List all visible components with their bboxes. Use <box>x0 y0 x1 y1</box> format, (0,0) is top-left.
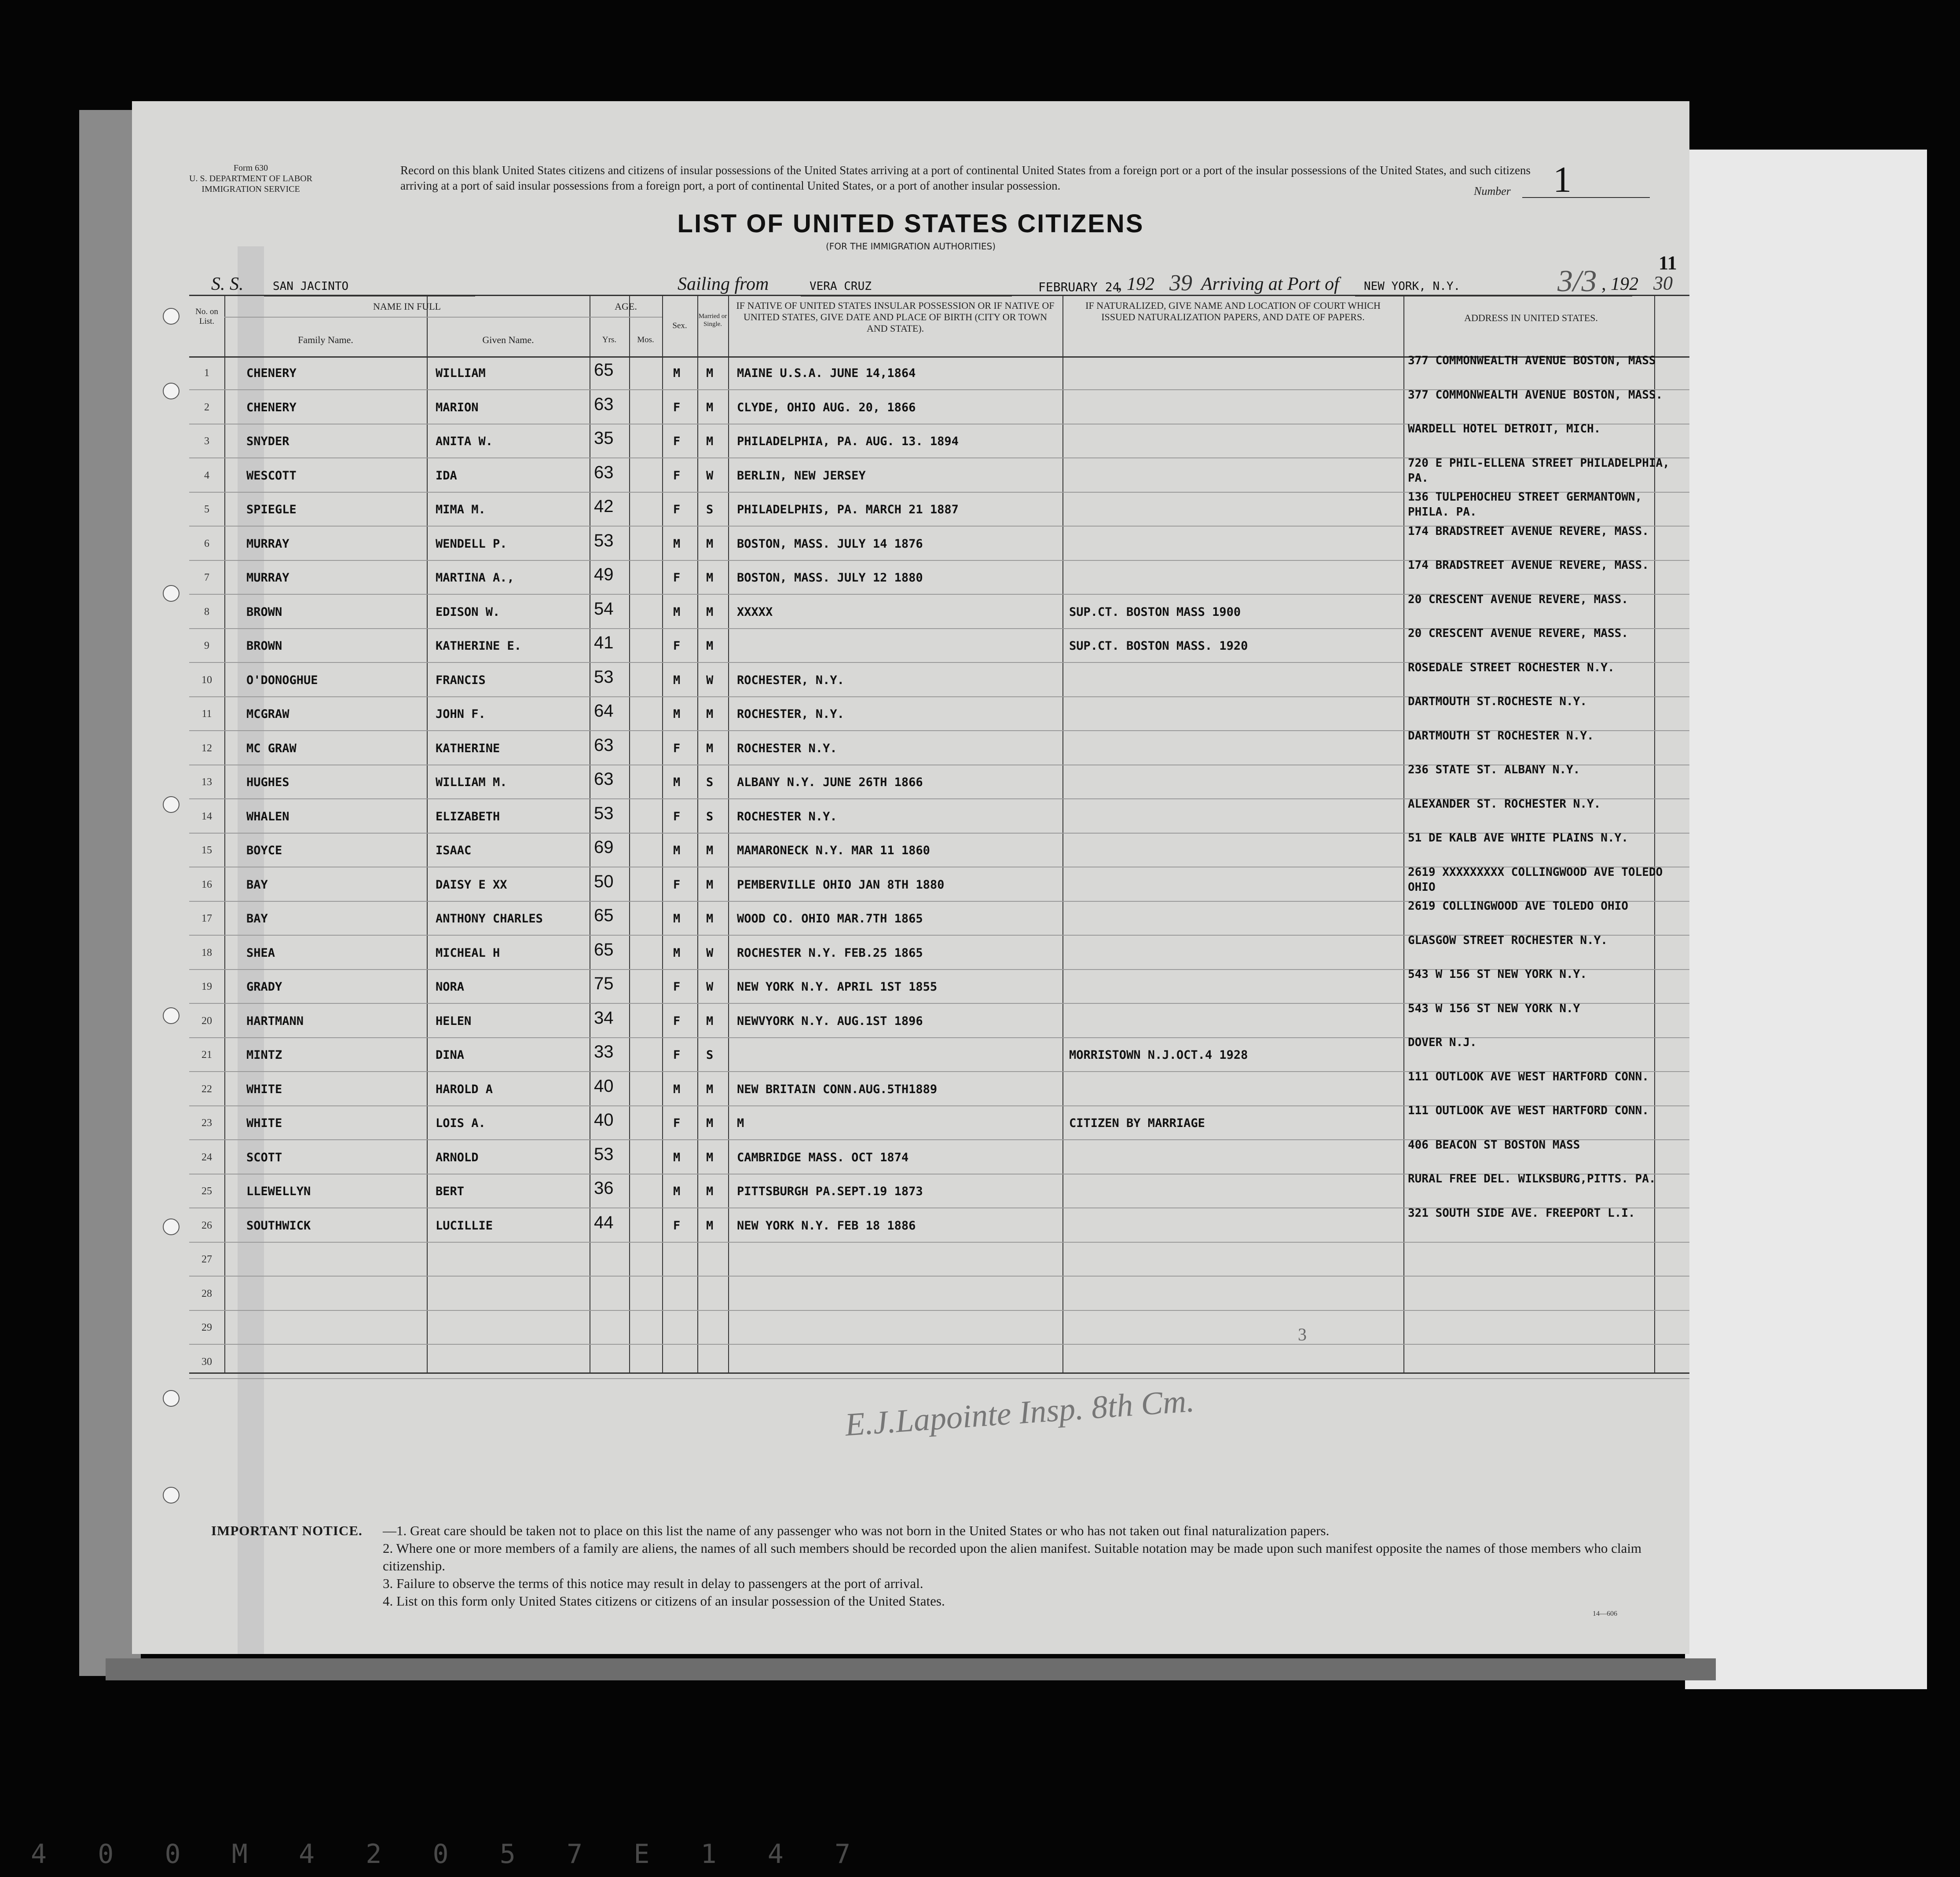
cell-family: CHENERY <box>246 400 297 414</box>
cell-ms: M <box>706 1185 714 1198</box>
number-underline <box>1522 197 1650 198</box>
cell-family: O'DONOGHUE <box>246 673 318 687</box>
cell-no: 7 <box>204 572 209 583</box>
cell-family: WHALEN <box>246 809 289 823</box>
header-name-in-full: NAME IN FULL <box>373 301 441 312</box>
cell-birth: CLYDE, OHIO AUG. 20, 1866 <box>737 400 916 414</box>
cell-given: MIMA M. <box>436 503 486 516</box>
page-bottom-edge <box>106 1658 1716 1680</box>
cell-ms: M <box>706 537 714 551</box>
cell-birth: M <box>737 1116 744 1130</box>
cell-birth: NEW YORK N.Y. APRIL 1ST 1855 <box>737 980 938 994</box>
cell-no: 26 <box>201 1219 212 1231</box>
header-given-name: Given Name. <box>482 334 534 345</box>
cell-given: WILLIAM M. <box>436 776 507 789</box>
col-divider <box>1403 295 1404 1372</box>
cell-sex: F <box>673 741 681 755</box>
cell-birth: PEMBERVILLE OHIO JAN 8TH 1880 <box>737 878 945 892</box>
col-divider <box>697 295 698 1372</box>
cell-sex: M <box>673 776 681 789</box>
manifest-page <box>132 101 1689 1654</box>
cell-ms: W <box>706 673 714 687</box>
cell-family: BOYCE <box>246 844 282 857</box>
header-age: AGE. <box>615 301 637 312</box>
cell-age: 34 <box>594 1008 614 1028</box>
cell-birth: BERLIN, NEW JERSEY <box>737 468 866 483</box>
cell-ms: S <box>706 503 714 516</box>
cell-given: DAISY E XX <box>436 878 507 892</box>
cell-family: LLEWELLYN <box>246 1185 311 1198</box>
cell-age: 53 <box>594 1144 614 1164</box>
cell-address: 2619 XXXXXXXXX COLLINGWOOD AVE TOLEDO OHIO <box>1408 865 1663 894</box>
cell-ms: W <box>706 946 714 960</box>
col-divider <box>629 295 630 1372</box>
cell-given: MICHEAL H <box>436 946 500 960</box>
department: U. S. DEPARTMENT OF LABOR <box>189 174 312 183</box>
cell-age: 35 <box>594 428 614 448</box>
cell-no: 16 <box>201 878 212 890</box>
arrival-year-prefix: , 192 <box>1601 274 1638 294</box>
cell-ms: M <box>706 741 714 755</box>
cell-family: BAY <box>246 912 268 926</box>
cell-no: 30 <box>201 1356 212 1368</box>
cell-age: 64 <box>594 701 614 721</box>
header-yrs: Yrs. <box>602 335 617 344</box>
cell-ms: M <box>706 844 714 857</box>
notice-item: 4. List on this form only United States citizens or citizens of an insular possession of the United States. <box>383 1593 945 1609</box>
cell-sex: F <box>673 435 681 448</box>
service: IMMIGRATION SERVICE <box>201 184 300 194</box>
cell-address: 406 BEACON ST BOSTON MASS <box>1408 1138 1580 1152</box>
col-divider <box>1062 295 1063 1372</box>
cell-sex: M <box>673 366 681 380</box>
cell-birth: PITTSBURGH PA.SEPT.19 1873 <box>737 1185 923 1198</box>
cell-birth: ROCHESTER, N.Y. <box>737 673 844 687</box>
cell-sex: M <box>673 673 681 687</box>
sheet-count: 11 <box>1659 252 1677 274</box>
binder-hole <box>163 1007 180 1024</box>
col-divider <box>427 295 428 1372</box>
cell-address: DARTMOUTH ST.ROCHESTE N.Y. <box>1408 695 1587 708</box>
form-code: 14—606 <box>1593 1610 1617 1617</box>
cell-ms: M <box>706 1116 714 1130</box>
cell-family: BAY <box>246 878 268 892</box>
cell-family: MURRAY <box>246 571 289 585</box>
cell-address: 2619 COLLINGWOOD AVE TOLEDO OHIO <box>1408 900 1628 913</box>
cell-family: HUGHES <box>246 776 289 789</box>
ss-label: S. S. <box>211 274 244 294</box>
binder-hole <box>163 796 180 813</box>
cell-family: SOUTHWICK <box>246 1218 311 1233</box>
binder-hole <box>163 1487 180 1504</box>
cell-age: 40 <box>594 1110 614 1130</box>
cell-sex: M <box>673 912 681 926</box>
col-divider <box>728 295 729 1372</box>
cell-no: 28 <box>201 1288 212 1299</box>
inspector-signature: E.J.Lapointe Insp. 8th Cm. <box>844 1383 1196 1443</box>
cell-address: 543 W 156 ST NEW YORK N.Y. <box>1408 968 1587 981</box>
cell-age: 65 <box>594 906 614 925</box>
cell-address: ALEXANDER ST. ROCHESTER N.Y. <box>1408 797 1601 811</box>
cell-birth: BOSTON, MASS. JULY 12 1880 <box>737 571 923 585</box>
cell-age: 63 <box>594 462 614 482</box>
header-married: Married or Single. <box>698 313 727 328</box>
cell-birth: PHILADELPHIS, PA. MARCH 21 1887 <box>737 503 959 516</box>
cell-address: DARTMOUTH ST ROCHESTER N.Y. <box>1408 729 1594 743</box>
cell-family: HARTMANN <box>246 1014 304 1028</box>
year-digit: 39 <box>1169 271 1192 296</box>
row-rule <box>189 1242 1689 1243</box>
cell-birth: NEW YORK N.Y. FEB 18 1886 <box>737 1218 916 1233</box>
cell-no: 18 <box>201 947 212 959</box>
cell-ms: M <box>706 1150 714 1164</box>
cell-address: 377 COMMONWEALTH AVENUE BOSTON, MASS. <box>1408 388 1663 402</box>
cell-family: SHEA <box>246 946 275 960</box>
table-bottom-rule <box>189 1372 1689 1374</box>
cell-sex: F <box>673 1218 681 1233</box>
sailing-from-label: Sailing from <box>678 274 769 294</box>
cell-address: 111 OUTLOOK AVE WEST HARTFORD CONN. <box>1408 1070 1649 1083</box>
cell-birth: XXXXX <box>737 605 773 619</box>
cell-no: 25 <box>201 1185 212 1197</box>
cell-ms: M <box>706 707 714 721</box>
cell-sex: F <box>673 878 681 892</box>
cell-no: 27 <box>201 1254 212 1265</box>
notice-heading: IMPORTANT NOTICE. <box>211 1523 363 1538</box>
cell-age: 63 <box>594 735 614 755</box>
cell-birth: ROCHESTER N.Y. <box>737 809 837 823</box>
cell-sex: M <box>673 1185 681 1198</box>
header-no: No. on List. <box>195 307 218 326</box>
header-family-name: Family Name. <box>298 334 353 345</box>
cell-address: 174 BRADSTREET AVENUE REVERE, MASS. <box>1408 524 1649 538</box>
cell-birth: CAMBRIDGE MASS. OCT 1874 <box>737 1150 909 1164</box>
cell-no: 15 <box>201 845 212 856</box>
cell-given: IDA <box>436 468 457 483</box>
cell-birth: ROCHESTER, N.Y. <box>737 707 844 721</box>
cell-ms: S <box>706 1048 714 1062</box>
cell-no: 24 <box>201 1151 212 1163</box>
form-number: Form 630 <box>233 163 268 173</box>
cell-age: 69 <box>594 838 614 857</box>
cell-birth: MAINE U.S.A. JUNE 14,1864 <box>737 366 916 380</box>
cell-birth: ROCHESTER N.Y. <box>737 741 837 755</box>
cell-address: 321 SOUTH SIDE AVE. FREEPORT L.I. <box>1408 1206 1635 1220</box>
cell-sex: F <box>673 980 681 994</box>
cell-given: EDISON W. <box>436 605 500 619</box>
header-sex: Sex. <box>672 321 687 330</box>
cell-ms: M <box>706 1014 714 1028</box>
cell-ms: M <box>706 878 714 892</box>
cell-no: 9 <box>204 640 209 651</box>
binder-hole <box>163 1218 180 1235</box>
cell-ms: M <box>706 912 714 926</box>
cell-given: ARNOLD <box>436 1150 479 1164</box>
cell-given: MARION <box>436 400 479 414</box>
cell-given: DINA <box>436 1048 465 1062</box>
cell-sex: F <box>673 809 681 823</box>
cell-age: 65 <box>594 940 614 959</box>
cell-address: 377 COMMONWEALTH AVENUE BOSTON, MASS <box>1408 354 1656 367</box>
col-divider <box>224 295 225 1372</box>
cell-sex: M <box>673 707 681 721</box>
cell-address: RURAL FREE DEL. WILKSBURG,PITTS. PA. <box>1408 1172 1656 1185</box>
cell-ms: M <box>706 1218 714 1233</box>
name-header-rule <box>224 317 629 318</box>
cell-age: 54 <box>594 599 614 618</box>
cell-age: 53 <box>594 667 614 687</box>
cell-sex: M <box>673 537 681 551</box>
row-rule <box>189 1378 1689 1379</box>
cell-given: ANTHONY CHARLES <box>436 912 543 926</box>
cell-address: 543 W 156 ST NEW YORK N.Y <box>1408 1002 1580 1015</box>
cell-birth: MAMARONECK N.Y. MAR 11 1860 <box>737 844 930 857</box>
cell-given: HELEN <box>436 1014 472 1028</box>
cell-sex: F <box>673 1048 681 1062</box>
year-prefix: , 192 <box>1117 274 1154 294</box>
cell-sex: M <box>673 605 681 619</box>
cell-no: 2 <box>204 401 209 413</box>
cell-no: 23 <box>201 1117 212 1129</box>
header-native: IF NATIVE OF UNITED STATES INSULAR POSSESSION OR IF NATIVE OF UNITED STATES, GIVE DATE AND PLACE OF BIRTH (CITY OR TOWN AND STATE). <box>736 300 1055 334</box>
cell-given: MARTINA A., <box>436 571 514 585</box>
cell-family: WESCOTT <box>246 468 297 483</box>
cell-age: 50 <box>594 871 614 891</box>
cell-sex: F <box>673 400 681 414</box>
cell-birth: NEW BRITAIN CONN.AUG.5TH1889 <box>737 1082 938 1096</box>
cell-given: BERT <box>436 1185 465 1198</box>
cell-sex: F <box>673 1014 681 1028</box>
cell-sex: F <box>673 639 681 653</box>
cell-given: ANITA W. <box>436 435 493 448</box>
cell-no: 5 <box>204 504 209 515</box>
cell-age: 40 <box>594 1076 614 1096</box>
cell-nat: MORRISTOWN N.J.OCT.4 1928 <box>1069 1048 1248 1062</box>
cell-no: 12 <box>201 742 212 754</box>
cell-nat: SUP.CT. BOSTON MASS. 1920 <box>1069 639 1248 653</box>
cell-address: DOVER N.J. <box>1408 1036 1477 1049</box>
cell-birth: ROCHESTER N.Y. FEB.25 1865 <box>737 946 923 960</box>
cell-family: BROWN <box>246 605 282 619</box>
number-value: 1 <box>1553 159 1572 200</box>
cell-address: WARDELL HOTEL DETROIT, MICH. <box>1408 422 1601 435</box>
cell-family: SPIEGLE <box>246 503 297 516</box>
cell-ms: S <box>706 809 714 823</box>
cell-age: 53 <box>594 531 614 550</box>
cell-ms: M <box>706 605 714 619</box>
cell-ms: M <box>706 1082 714 1096</box>
binder-hole <box>163 585 180 602</box>
cell-ms: W <box>706 980 714 994</box>
film-strip-numbers: 4 0 0 M 4 2 0 5 7 E 1 4 7 <box>31 1839 868 1870</box>
cell-address: ROSEDALE STREET ROCHESTER N.Y. <box>1408 661 1615 674</box>
cell-family: WHITE <box>246 1082 282 1096</box>
cell-age: 49 <box>594 565 614 584</box>
cell-address: 236 STATE ST. ALBANY N.Y. <box>1408 763 1580 776</box>
age-header-rule <box>590 317 662 318</box>
table-top-rule <box>189 295 1689 296</box>
page-subtitle: (FOR THE IMMIGRATION AUTHORITIES) <box>825 241 996 252</box>
arriving-label: Arriving at Port of <box>1201 274 1339 294</box>
cell-no: 13 <box>201 776 212 788</box>
cell-birth: ALBANY N.Y. JUNE 26TH 1866 <box>737 776 923 789</box>
cell-birth: BOSTON, MASS. JULY 14 1876 <box>737 537 923 551</box>
notice-items <box>383 1522 1659 1610</box>
notice-item: 2. Where one or more members of a family are aliens, the names of all such members should be recorded upon the alien manifest. Suitable notation may be made upon such manifest opposite the names of those members who claim citizenship. <box>383 1540 1641 1573</box>
cell-given: LUCILLIE <box>436 1218 493 1233</box>
cell-nat: CITIZEN BY MARRIAGE <box>1069 1116 1205 1130</box>
cell-no: 6 <box>204 538 209 549</box>
cell-family: SNYDER <box>246 435 289 448</box>
header-mos: Mos. <box>637 335 654 344</box>
ship-name: SAN JACINTO <box>273 280 349 293</box>
cell-given: WILLIAM <box>436 366 486 380</box>
cell-ms: M <box>706 639 714 653</box>
cell-family: MC GRAW <box>246 741 297 755</box>
underlying-sheet <box>1685 150 1927 1689</box>
col-divider <box>662 295 663 1372</box>
binder-hole <box>163 308 180 325</box>
cell-birth: WOOD CO. OHIO MAR.7TH 1865 <box>737 912 923 926</box>
cell-birth: NEWVYORK N.Y. AUG.1ST 1896 <box>737 1014 923 1028</box>
cell-given: NORA <box>436 980 465 994</box>
cell-no: 4 <box>204 469 209 481</box>
arrival-port: NEW YORK, N.Y. <box>1364 280 1461 293</box>
cell-age: 63 <box>594 394 614 414</box>
cell-address: 20 CRESCENT AVENUE REVERE, MASS. <box>1408 593 1628 606</box>
cell-given: WENDELL P. <box>436 537 507 551</box>
cell-family: SCOTT <box>246 1150 282 1164</box>
cell-nat: SUP.CT. BOSTON MASS 1900 <box>1069 605 1241 619</box>
cell-no: 10 <box>201 674 212 686</box>
cell-ms: M <box>706 571 714 585</box>
record-instructions: Record on this blank United States citizens and citizens of insular possessions of the United States arriving at a port of continental United States from a foreign port or a port of the insular possessions of the United States, and such citizens arriving at a port of said insular possessions from a foreign port, a port of continental United States, or a port of another insular possession. <box>400 164 1531 192</box>
cell-age: 63 <box>594 769 614 789</box>
header-address: ADDRESS IN UNITED STATES. <box>1464 312 1598 323</box>
cell-address: 20 CRESCENT AVENUE REVERE, MASS. <box>1408 627 1628 640</box>
cell-no: 1 <box>204 367 209 379</box>
notice-item: —1. Great care should be taken not to place on this list the name of any passenger who was not born in the United States or who has not taken out final naturalization papers. <box>383 1523 1330 1538</box>
cell-address: GLASGOW STREET ROCHESTER N.Y. <box>1408 933 1608 947</box>
cell-age: 42 <box>594 497 614 516</box>
cell-no: 20 <box>201 1015 212 1027</box>
page-title: LIST OF UNITED STATES CITIZENS <box>677 209 1144 238</box>
cell-age: 65 <box>594 360 614 380</box>
cell-sex: M <box>673 1082 681 1096</box>
cell-ms: M <box>706 400 714 414</box>
row-rule <box>189 1344 1689 1345</box>
cell-no: 21 <box>201 1049 212 1061</box>
row-rule <box>189 1276 1689 1277</box>
cell-age: 75 <box>594 974 614 993</box>
cell-given: KATHERINE <box>436 741 500 755</box>
binder-hole <box>163 383 180 399</box>
cell-no: 29 <box>201 1322 212 1333</box>
cell-ms: S <box>706 776 714 789</box>
cell-family: BROWN <box>246 639 282 653</box>
cell-birth: PHILADELPHIA, PA. AUG. 13. 1894 <box>737 435 959 448</box>
cell-family: MINTZ <box>246 1048 282 1062</box>
passenger-table <box>189 295 1689 1460</box>
cell-family: GRADY <box>246 980 282 994</box>
cell-address: 174 BRADSTREET AVENUE REVERE, MASS. <box>1408 559 1649 572</box>
cell-age: 33 <box>594 1042 614 1061</box>
notice-item: 3. Failure to observe the terms of this notice may result in delay to passengers at the port of arrival. <box>383 1576 923 1591</box>
cell-address: 51 DE KALB AVE WHITE PLAINS N.Y. <box>1408 831 1628 845</box>
cell-family: MCGRAW <box>246 707 289 721</box>
cell-sex: M <box>673 946 681 960</box>
cell-given: ISAAC <box>436 844 472 857</box>
cell-given: HAROLD A <box>436 1082 493 1096</box>
cell-sex: M <box>673 844 681 857</box>
cell-ms: M <box>706 435 714 448</box>
cell-age: 36 <box>594 1178 614 1198</box>
cell-sex: F <box>673 503 681 516</box>
cell-age: 44 <box>594 1212 614 1232</box>
cell-given: JOHN F. <box>436 707 486 721</box>
cell-address: 136 TULPEHOCHEU STREET GERMANTOWN, PHILA. PA. <box>1408 490 1642 519</box>
voyage-line <box>211 252 1689 299</box>
cell-ms: W <box>706 468 714 483</box>
header-naturalized: IF NATURALIZED, GIVE NAME AND LOCATION OF COURT WHICH ISSUED NATURALIZATION PAPERS, AND DATE OF PAPERS. <box>1085 300 1381 322</box>
cell-no: 14 <box>201 810 212 822</box>
sailing-date: FEBRUARY 24 <box>1038 280 1120 294</box>
cell-family: CHENERY <box>246 366 297 380</box>
number-label: Number <box>1474 185 1511 198</box>
cell-ms: M <box>706 366 714 380</box>
cell-sex: F <box>673 468 681 483</box>
cell-no: 17 <box>201 913 212 924</box>
binder-hole <box>163 1390 180 1407</box>
page-shadow <box>79 110 141 1676</box>
arrival-date: 3/3 <box>1557 264 1597 298</box>
cell-given: ELIZABETH <box>436 809 500 823</box>
cell-sex: F <box>673 571 681 585</box>
cell-given: FRANCIS <box>436 673 486 687</box>
cell-sex: M <box>673 1150 681 1164</box>
row-rule <box>189 1310 1689 1311</box>
cell-age: 41 <box>594 633 614 652</box>
cell-family: MURRAY <box>246 537 289 551</box>
cell-given: KATHERINE E. <box>436 639 522 653</box>
form-identifier <box>180 163 321 194</box>
cell-sex: F <box>673 1116 681 1130</box>
cell-no: 19 <box>201 981 212 992</box>
pencil-mark: 3 <box>1298 1325 1307 1344</box>
cell-address: 111 OUTLOOK AVE WEST HARTFORD CONN. <box>1408 1104 1649 1117</box>
cell-no: 8 <box>204 606 209 618</box>
arrival-year-digit: 30 <box>1653 272 1673 294</box>
cell-no: 22 <box>201 1083 212 1095</box>
cell-given: LOIS A. <box>436 1116 486 1130</box>
cell-no: 3 <box>204 435 209 447</box>
cell-address: 720 E PHIL-ELLENA STREET PHILADELPHIA, PA. <box>1408 456 1670 485</box>
sailing-from: VERA CRUZ <box>810 280 872 293</box>
cell-no: 11 <box>201 708 212 720</box>
cell-age: 53 <box>594 803 614 823</box>
cell-family: WHITE <box>246 1116 282 1130</box>
